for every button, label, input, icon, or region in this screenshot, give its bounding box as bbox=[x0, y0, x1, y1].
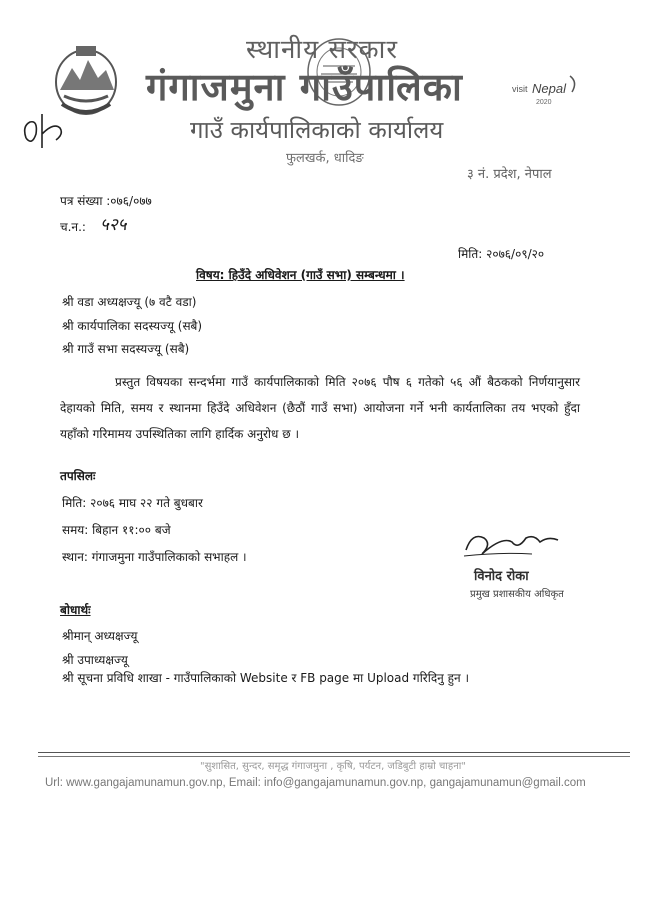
letter-body: प्रस्तुत विषयका सन्दर्भमा गाउँ कार्यपालिकाको मिति २०७६ पौष ६ गतेको ५६ औं बैठकको निर्णयानुसार देहायको मिति, समय र स्थानमा हिउँदे अधिवेशन (छैठौं गाउँ सभा) आयोजना गर्ने भनी कार्यतालिका तय भएको हुँदा यहाँको गरिमामय उपस्थितिका लागि हार्दिक अनुरोध छ । bbox=[60, 375, 580, 441]
signatory-post: प्रमुख प्रशासकीय अधिकृत bbox=[470, 589, 564, 600]
details-heading: तपसिलः bbox=[60, 469, 96, 483]
svg-text:2020: 2020 bbox=[536, 99, 552, 106]
meeting-venue: स्थान: गंगाजमुना गाउँपालिकाको सभाहल । bbox=[62, 550, 247, 564]
letterhead-line-local-government: स्थानीय सरकार bbox=[246, 35, 398, 65]
signatory-name: विनोद रोका bbox=[474, 569, 529, 584]
dispatch-number-label: च.न.: bbox=[60, 220, 86, 234]
footer-contact: Url: www.gangajamunamun.gov.np, Email: info@gangajamunamun.gov.np, gangajamunamun@gmail.com bbox=[45, 777, 586, 789]
letter-date: मिति: २०७६/०९/२० bbox=[458, 247, 545, 261]
handwritten-mark-icon bbox=[20, 108, 76, 152]
meeting-time: समय: बिहान ११:०० बजे bbox=[62, 523, 171, 537]
letterhead-province: ३ नं. प्रदेश, नेपाल bbox=[467, 167, 552, 182]
handwritten-signature bbox=[462, 528, 572, 560]
letterhead-municipality-name: गंगाजमुना गाउँपालिका bbox=[146, 65, 463, 109]
nepal-emblem-icon bbox=[50, 40, 122, 118]
cc-recipient-it-section: श्री सूचना प्रविधि शाखा - गाउँपालिकाको Website र FB page मा Upload गरिदिनु हुन । bbox=[62, 671, 470, 685]
visit-nepal-logo bbox=[510, 66, 590, 110]
meeting-date: मिति: २०७६ माघ २२ गते बुधबार bbox=[62, 496, 203, 510]
cc-recipient-vice-chairperson: श्री उपाध्यक्षज्यू bbox=[62, 653, 128, 667]
cc-recipient-chairperson: श्रीमान् अध्यक्षज्यू bbox=[62, 629, 138, 643]
letter-subject: विषय: हिउँदे अधिवेशन (गाउँ सभा) सम्बन्धमा । bbox=[196, 268, 405, 282]
addressee-executive-members: श्री कार्यपालिका सदस्यज्यू (सबै) bbox=[62, 319, 203, 333]
addressee-ward-chairs: श्री वडा अध्यक्षज्यू (७ वटै वडा) bbox=[62, 295, 197, 309]
dispatch-number-value: ५२५ bbox=[100, 215, 127, 235]
cc-heading: बोधार्थः bbox=[60, 603, 91, 617]
svg-text:Nepal: Nepal bbox=[532, 81, 566, 96]
svg-text:visit: visit bbox=[512, 84, 528, 94]
addressee-assembly-members: श्री गाउँ सभा सदस्यज्यू (सबै) bbox=[62, 342, 190, 356]
footer-motto: "सुशासित, सुन्दर, समृद्ध गंगाजमुना , कृषि, पर्यटन, जडिबुटी हाम्रो चाहना" bbox=[200, 761, 466, 772]
footer-divider bbox=[38, 752, 630, 753]
letterhead-address: फुलखर्क, धादिङ bbox=[286, 151, 364, 166]
letter-reference-number: पत्र संख्या :०७६/०७७ bbox=[60, 194, 152, 208]
footer-divider-secondary bbox=[38, 756, 630, 757]
letterhead-office-name: गाउँ कार्यपालिकाको कार्यालय bbox=[190, 116, 444, 144]
